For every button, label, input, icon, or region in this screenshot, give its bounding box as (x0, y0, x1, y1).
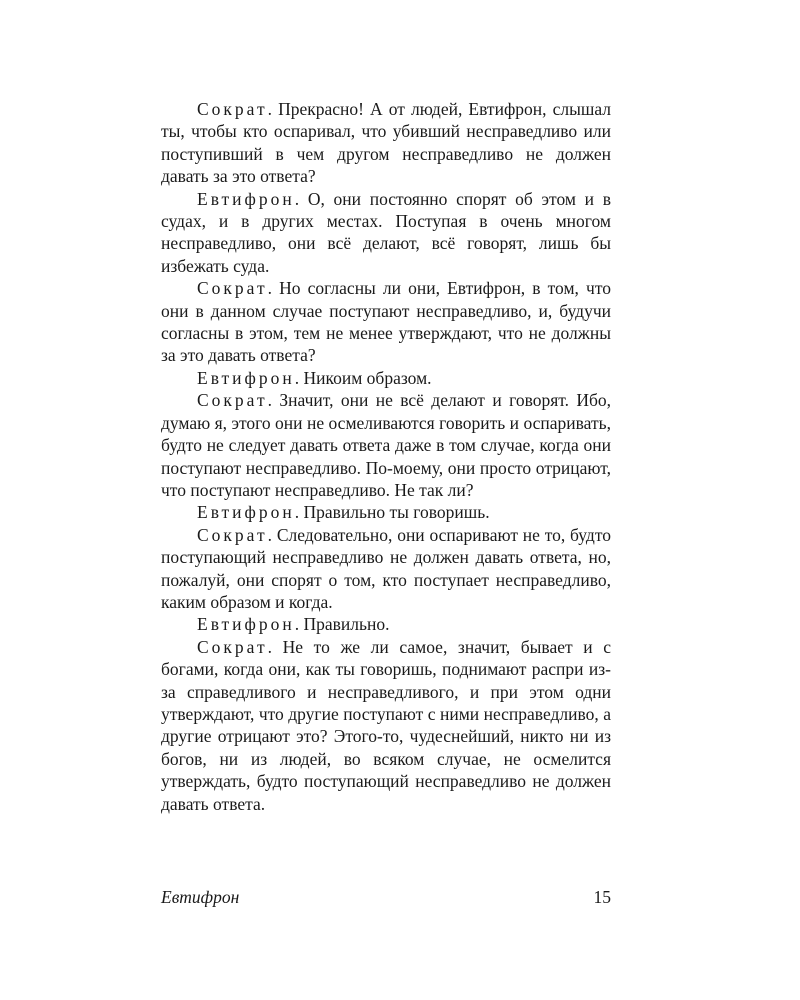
paragraph: Евтифрон. Правильно ты говоришь. (197, 502, 490, 523)
speaker-name: Евтифрон (197, 367, 295, 388)
dialogue-text (161, 98, 611, 815)
running-title: Евтифрон (161, 887, 240, 907)
paragraph: Евтифрон. Никоим образом. (197, 367, 432, 388)
speaker-name: Сократ (197, 390, 268, 411)
paragraph-text: Но согласны ли они, Евтифрон, в том, что они в данном случае поступают несправедливо, и, будучи согласны в этом, тем не менее утверждают, что не должны за это давать ответа? (161, 278, 611, 366)
paragraph: Сократ. Прекрасно! А от людей, Евтифрон, слышал ты, чтобы кто оспаривал, что убивший несправедливо или поступивший в чем другом несправедливо не должен давать за это ответа? (161, 99, 611, 187)
page-footer (161, 887, 611, 908)
paragraph: Евтифрон. Правильно. (197, 614, 390, 635)
page-number: 15 (593, 887, 611, 907)
paragraph: Сократ. Но согласны ли они, Евтифрон, в том, что они в данном случае поступают несправедливо, и, будучи согласны в этом, тем не менее утверждают, что не должны за это давать ответа? (161, 278, 611, 366)
paragraph-text: Никоим образом. (303, 367, 432, 388)
speaker-name: Сократ (197, 524, 268, 545)
paragraph: Сократ. Следовательно, они оспаривают не то, будто поступающий несправедливо не должен давать ответа, но, пожалуй, они спорят о том, кто поступает несправедливо, каким образом и когда. (161, 524, 612, 612)
paragraph-text: О, они постоянно спорят об этом и в судах, и в других местах. Поступая в очень многом несправедливо, они всё делают, всё говорят, лишь бы избежать суда. (161, 188, 611, 276)
speaker-name: Евтифрон (197, 188, 295, 209)
paragraph-text: Правильно. (303, 614, 390, 635)
speaker-name: Евтифрон (197, 502, 295, 523)
paragraph: Евтифрон. О, они постоянно спорят об этом и в судах, и в других местах. Поступая в очень многом несправедливо, они всё делают, всё говорят, лишь бы избежать суда. (161, 188, 611, 276)
paragraph-text: Прекрасно! А от людей, Евтифрон, слышал ты, чтобы кто оспаривал, что убивший несправедливо или поступивший в чем другом несправедливо не должен давать за это ответа? (161, 99, 611, 187)
speaker-name: Сократ (197, 278, 268, 299)
paragraph: Сократ. Значит, они не всё делают и говорят. Ибо, думаю я, этого они не осмеливаются говорить и оспаривать, будто не следует давать ответа даже в том случае, когда они поступают несправедливо. По-моему, они просто отрицают, что поступают несправедливо. Не так ли? (161, 390, 612, 500)
paragraph-text: Значит, они не всё делают и говорят. Ибо, думаю я, этого они не осмеливаются говорить и оспаривать, будто не следует давать ответа даже в том случае, когда они поступают несправедливо. По-моему, они просто отрицают, что поступают несправедливо. Не так ли? (161, 390, 612, 500)
paragraph-text: Не то же ли самое, значит, бывает и с богами, когда они, как ты говоришь, поднимают распри из-за справедливого и несправедливого, и при этом одни утверждают, что другие поступают с ними несправедливо, а другие отрицают это? Этого-то, чудеснейший, никто ни из богов, ни из людей, во всяком случае, не осмелится утверждать, будто поступающий несправедливо не должен давать ответа. (161, 636, 611, 814)
speaker-name: Евтифрон (197, 614, 295, 635)
paragraph-text: Следовательно, они оспаривают не то, будто поступающий несправедливо не должен давать ответа, но, пожалуй, они спорят о том, кто поступает несправедливо, каким образом и когда. (161, 524, 612, 612)
paragraph-text: Правильно ты говоришь. (303, 502, 490, 523)
speaker-name: Сократ (197, 99, 268, 119)
speaker-name: Сократ (197, 636, 268, 657)
paragraph: Сократ. Не то же ли самое, значит, бывает и с богами, когда они, как ты говоришь, поднимают распри из-за справедливого и несправедливого, и при этом одни утверждают, что другие поступают с ними несправедливо, а другие отрицают это? Этого-то, чудеснейший, никто ни из богов, ни из людей, во всяком случае, не осмелится утверждать, будто поступающий несправедливо не должен давать ответа. (161, 636, 611, 814)
